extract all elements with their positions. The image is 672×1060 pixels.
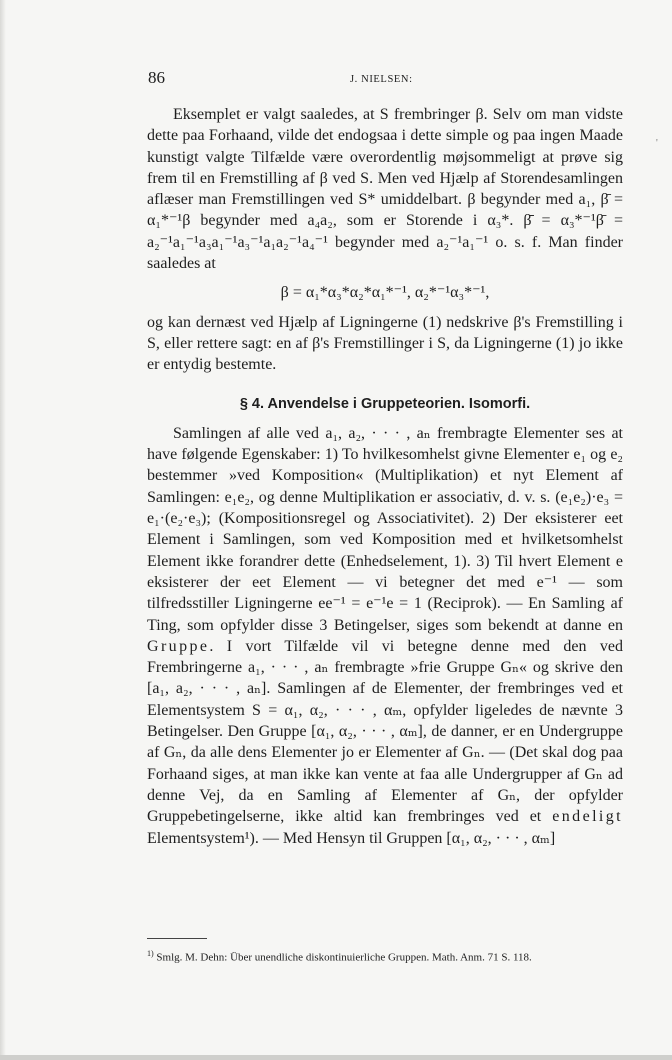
paragraph-continuation: og kan dernæst ved Hjælp af Ligningerne (1) nedskrive β's Fremstilling i S, eller rettere sagt: en af β's Fremstillinger i S, da Ligningerne (1) jo ikke er entydig bestemte. bbox=[147, 313, 623, 374]
text-segment: . I vort Tilfælde vil vi betegne denne med den ved Frembringerne a₁, · · · , aₙ frembragte »frie Gruppe Gₙ« og skrive den [a₁, a₂, · · · , aₙ]. Samlingen af de Elementer, der frembringes ved et Elementsystem S = α₁, α₂, · · · , αₘ, opfylder ligeledes de nævnte 3 Betingelser. Den Gruppe [α₁, α₂, · · · , αₘ], de danner, er en Undergruppe af Gₙ, da alle dens Elementer jo er Elementer af Gₙ. — (Det skal dog paa Forhaand siges, at man ikke kan vente at faa alle Undergrupper af Gₙ ad denne Vej, da en Samling af Elementer af Gₙ, der opfylder Gruppebetingelserne, ikke altid kan frembringes ved et bbox=[147, 637, 623, 826]
page-header bbox=[148, 68, 628, 90]
running-head: J. NIELSEN: bbox=[350, 74, 413, 85]
footnote-text: Smlg. M. Dehn: Über unendliche diskontinuierliche Gruppen. Math. Anm. 71 S. 118. bbox=[156, 951, 532, 964]
paragraph-group-theory bbox=[147, 423, 623, 849]
page-bottom-edge bbox=[0, 1055, 672, 1060]
margin-mark: ' bbox=[656, 138, 658, 149]
text-segment: Samlingen af alle ved a₁, a₂, · · · , aₙ frembragte Elementer ses at have følgende Egenskaber: 1) To hvilkesomhelst givne Elementer e₁ og e₂ bestemmer »ved Komposition« (Multiplikation) et nyt Element af Samlingen: e₁e₂, og denne Multiplikation er associativ, d. v. s. (e₁e₂)·e₃ = e₁·(e₂·e₃); (Kompositionsregel og Associativitet). 2) Der eksisterer eet Element i Samlingen, som ved Komposition med et hvilketsomhelst Element ikke forandrer dette (Enhedselement, 1). 3) Til hvert Element e eksisterer der eet Element — vi betegner det med e⁻¹ — som tilfredsstiller Ligningerne ee⁻¹ = e⁻¹e = 1 (Reciprok). — En Samling af Ting, som opfylder disse 3 Betingelser, siges som bekendt at danne en bbox=[147, 424, 623, 634]
footnote-rule bbox=[147, 938, 207, 939]
section-heading bbox=[147, 394, 623, 415]
section-title: Anvendelse i Gruppeteorien. Isomorfi. bbox=[267, 395, 531, 412]
footnote-mark: 1) bbox=[147, 949, 154, 958]
display-equation: β = α₁*α₃*α₂*α₁*⁻¹, α₂*⁻¹α₃*⁻¹, bbox=[280, 284, 490, 302]
page-left-shadow bbox=[0, 0, 6, 1060]
emphasis-endeligt: endeligt bbox=[552, 808, 624, 826]
emphasis-gruppe: Gruppe bbox=[147, 637, 210, 655]
section-number: § 4. bbox=[239, 395, 264, 412]
text-segment: Elementsystem¹). — Med Hensyn til Gruppen [α₁, α₂, · · · , αₘ] bbox=[147, 829, 556, 847]
body-text bbox=[147, 104, 623, 849]
paragraph-example: Eksemplet er valgt saaledes, at S frembringer β. Selv om man vidste dette paa Forhaand, vilde det endogsaa i dette simple og paa ingen Maade kunstigt valgte Tilfælde være overordentlig møjsommeligt at prøve sig frem til en Fremstilling af β ved S. Men ved Hjælp af Storendesamlingen aflæser man Fremstillingen ved S* umiddelbart. β begynder med a₁, β̄ = α₁*⁻¹β begynder med a₄a₂, som er Storende i α₃*. β̄̄ = α₃*⁻¹β̄ = a₂⁻¹a₁⁻¹a₃a₁⁻¹a₃⁻¹a₁a₂⁻¹a₄⁻¹ begynder med a₂⁻¹a₁⁻¹ o. s. f. Man finder saaledes at bbox=[147, 106, 623, 273]
page-number: 86 bbox=[148, 68, 165, 87]
footnote bbox=[147, 946, 623, 966]
